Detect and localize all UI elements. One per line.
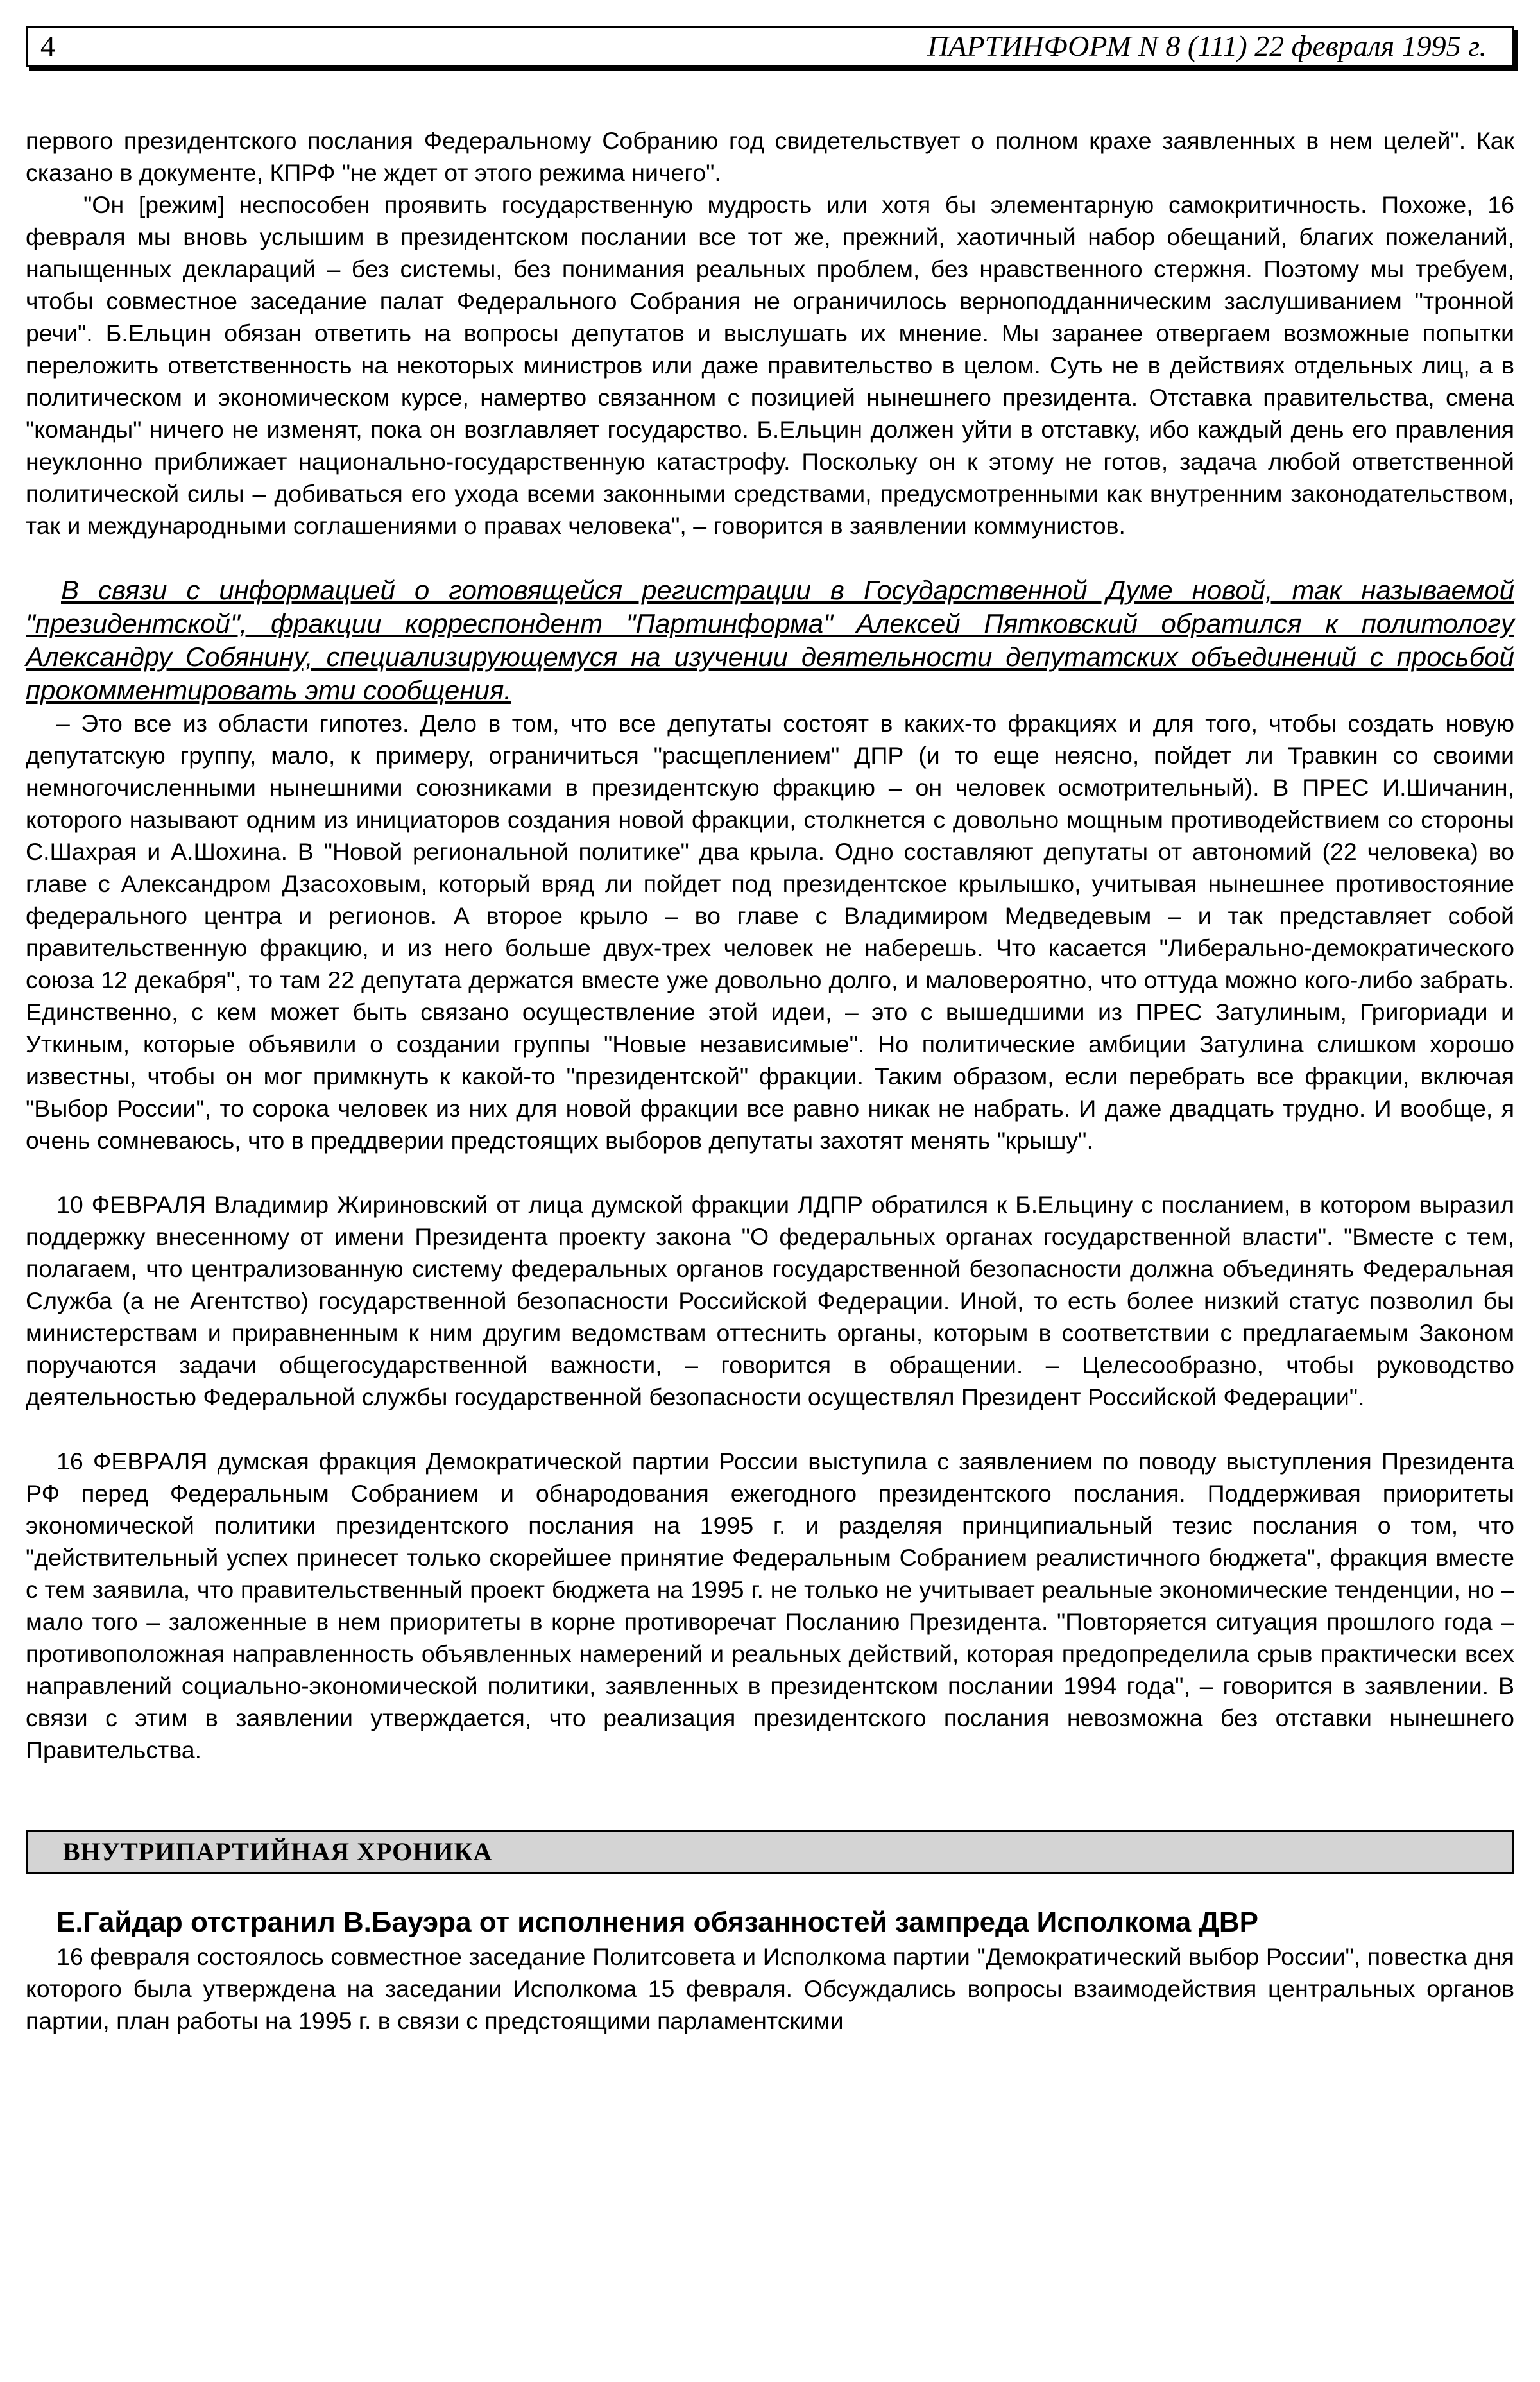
spacer [26,1156,1514,1188]
news-item-feb-16: 16 ФЕВРАЛЯ думская фракция Демократической партии России выступила с заявлением по поводу выступления Президента РФ перед Федеральным Собранием и обнародования ежегодного президентского послания. Поддерживая приоритеты экономической политики президентского послания на 1995 г. и разделяя принципиальный тезис послания о том, что "действительный успех принесет только скорейшее принятие Федеральным Собранием реалистичного бюджета", фракция вместе с тем заявила, что правительственный проект бюджета на 1995 г. не только не учитывает реальные экономические тенденции, но – мало того – заложенные в нем приоритеты в корне противоречат Посланию Президента. "Повторяется ситуация прошлого года – противоположная направленность объявленных намерений и реальных действий, которая предопределила срыв практически всех направлений социально-экономической политики, заявленных в президентском послании 1994 года", – говорится в заявлении. В связи с этим в заявлении утверждается, что реализация президентского послания невозможна без отставки нынешнего Правительства. [26,1448,1514,1763]
section-header-bar [26,1830,1514,1874]
main-content [26,124,1514,1766]
article-headline: Е.Гайдар отстранил В.Бауэра от исполнения обязанностей зампреда Исполкома ДВР [56,1906,1258,1938]
news-item-feb-10: 10 ФЕВРАЛЯ Владимир Жириновский от лица думской фракции ЛДПР обратился к Б.Ельцину с посланием, в котором выразил поддержку внесенному от имени Президента проекту закона "О федеральных органах государственной власти". "Вместе с тем, полагаем, что централизованную систему федеральных органов государственной безопасности должна объединять Федеральная Служба (а не Агентство) государственной безопасности Российской Федерации. Иной, то есть более низкий статус позволил бы министерствам и приравненным к ним другим ведомствам оттеснить органы, которым в соответствии с предлагаемым Законом поручаются задачи общегосударственной важности, – говорится в обращении. – Целесообразно, чтобы руководство деятельностью Федеральной службы государственной безопасности осуществлял Президент Российской Федерации". [26,1191,1514,1410]
issue-line: ПАРТИНФОРМ N 8 (111) 22 февраля 1995 г. [927,30,1487,62]
newspaper-page [26,26,1514,2037]
section-title: ВНУТРИПАРТИЙНАЯ ХРОНИКА [63,1837,493,1866]
paragraph-continuation: первого президентского послания Федеральному Собранию год свидетельствует о полном крахе заявленных в нем целей". Как сказано в документе, КПРФ "не ждет от этого режима ничего". [26,127,1514,186]
paragraph-kprf-statement: "Он [режим] неспособен проявить государственную мудрость или хотя бы элементарную самокритичность. Похоже, 16 февраля мы вновь услышим в президентском послании все тот же, прежний, хаотичный набор обещаний, благих пожеланий, напыщенных деклараций – без системы, без понимания реальных проблем, без нравственного стержня. Поэтому мы требуем, чтобы совместное заседание палат Федерального Собрания не ограничилось верноподданническим заслушиванием "тронной речи". Б.Ельцин обязан ответить на вопросы депутатов и выслушать их мнение. Мы заранее отвергаем возможные попытки переложить ответственность на некоторых министров или даже правительство в целом. Суть не в действиях отдельных лиц, а в политическом и экономическом курсе, намертво связанном с позицией нынешнего президента. Отставка правительства, смена "команды" ничего не изменят, пока он возглавляет государство. Б.Ельцин должен уйти в отставку, ибо каждый день его правления неуклонно приближает национально-государственную катастрофу. Поскольку он к этому не готов, задача любой ответственной политической силы – добиваться его ухода всеми законными средствами, предусмотренными как внутренним законодательством, так и международными соглашениями о правах человека", – говорится в заявлении коммунистов. [26,191,1514,539]
interview-answer: – Это все из области гипотез. Дело в том, что все депутаты состоят в каких-то фракциях и для того, чтобы создать новую депутатскую группу, мало, к примеру, ограничиться "расщеплением" ДПР (и то еще неясно, пойдет ли Травкин со своими немногочисленными нынешними союзниками в президентскую фракцию – он человек осмотрительный). В ПРЕС И.Шичанин, которого называют одним из инициаторов создания новой фракции, столкнется с довольно мощным противодействием со стороны С.Шахрая и А.Шохина. В "Новой региональной политике" два крыла. Одно составляют депутаты от автономий (22 человека) во главе с Александром Дзасоховым, который вряд ли пойдет под президентское крылышко, учитывая нынешнее противостояние федерального центра и регионов. А второе крыло – во главе с Владимиром Медведевым – и так представляет собой правительственную фракцию, и из него больше двух-трех человек не наберешь. Что касается "Либерально-демократического союза 12 декабря", то там 22 депутата держатся вместе уже довольно долго, и маловероятно, что оттуда можно кого-либо забрать. Единственно, с кем может быть связано осуществление этой идеи, – это с вышедшими из ПРЕС Затулиным, Григориади и Уткиным, которые объявили о создании группы "Новые независимые". Но политические амбиции Затулина слишком хорошо известны, чтобы он мог примкнуть к какой-то "президентской" фракции. Таким образом, если перебрать все фракции, включая "Выбор России", то сорока человек из них для новой фракции все равно никак не набрать. И даже двадцать трудно. И вообще, я очень сомневаюсь, что в преддверии предстоящих выборов депутаты захотят менять "крышу". [26,710,1514,1154]
article-body: 16 февраля состоялось совместное заседание Политсовета и Исполкома партии "Демократический выбор России", повестка дня которого была утверждена на заседании Исполкома 15 февраля. Обсуждались вопросы взаимодействия центральных органов партии, план работы на 1995 г. в связи с предстоящими парламентскими [26,1943,1514,2034]
page-number: 4 [40,30,55,62]
spacer [26,1413,1514,1445]
page-header [26,26,1514,67]
spacer [26,542,1514,574]
interview-lead: В связи с информацией о готовящейся регистрации в Государственной Думе новой, так называемой "президентской", фракции корреспондент "Партинформа" Алексей Пятковский обратился к политологу Александру Собянину, специализирующемуся на изучении деятельности депутатских объединений с просьбой прокомментировать эти сообщения. [26,575,1514,705]
